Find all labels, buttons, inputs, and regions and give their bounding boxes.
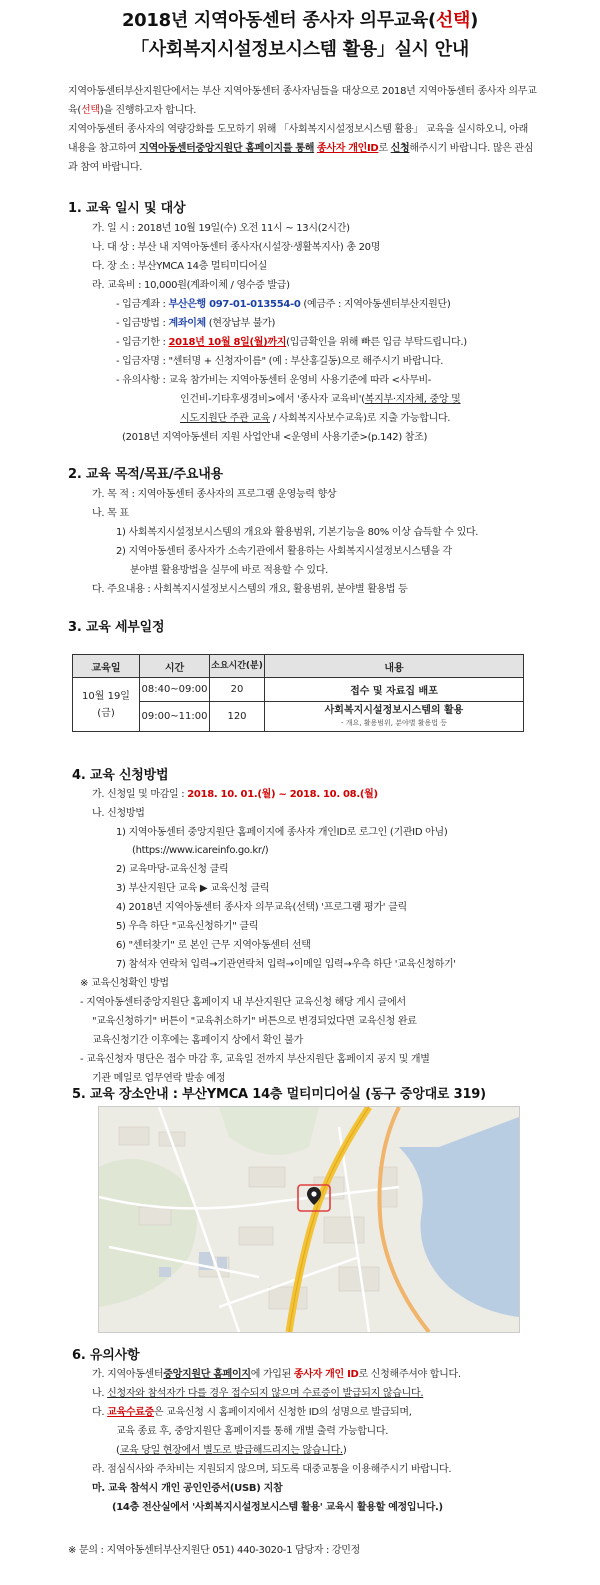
- schedule-table: [72, 654, 524, 732]
- contact-info: ※ 문의 : 지역아동센터부산지원단 051) 440-3020-1 담당자 : 강민정: [68, 1545, 360, 1556]
- s4-step-4: 4) 2018년 지역아동센터 종사자 의무교육(선택) '프로그램 평가' 클릭: [116, 902, 407, 913]
- s4-step-1: 1) 지역아동센터 중앙지원단 홈페이지에 종사자 개인ID로 로그인 (기관ID 아님): [116, 827, 448, 838]
- s6-note-4: 라. 점심식사와 주차비는 지원되지 않으며, 되도록 대중교통을 이용해주시기 바랍니다.: [92, 1464, 452, 1475]
- s4-step-6: 6) "센터찾기" 로 본인 근무 지역아동센터 선택: [116, 940, 311, 951]
- s4-step-7: 7) 참석자 연락처 입력→기관연락처 입력→이메일 입력→우측 하단 '교육신청하기': [116, 959, 456, 970]
- s4-method-label: 나. 신청방법: [92, 808, 145, 819]
- location-pin-icon: [307, 1187, 321, 1205]
- col-header-minutes: 소요시간(분): [210, 655, 265, 678]
- s2-goal-label: 나. 목 표: [92, 508, 129, 519]
- s4-dates: 가. 신청일 및 마감일 : 2018. 10. 01.(월) ~ 2018. 10. 08.(월): [92, 789, 378, 800]
- s1-fee: 라. 교육비 : 10,000원(계좌이체 / 영수증 발급): [92, 280, 290, 291]
- s6-note-2: 나. 신청자와 참석자가 다를 경우 접수되지 않으며 수료증이 발급되지 않습니다.: [92, 1388, 424, 1399]
- intro-paragraph-2: 지역아동센터 종사자의 역량강화를 도모하기 위해 「사회복지시설정보시스템 활용」 교육을 실시하오니, 아래 내용을 참고하여 지역아동센터중앙지원단 홈페이지를 통해 종사자 개인ID로 신청해주시기 바랍니다. 많은 관심과 참여 바랍니다.: [68, 124, 534, 173]
- location-map[interactable]: [98, 1106, 520, 1333]
- s4-notice-1: - 교육신청자 명단은 접수 마감 후, 교육일 전까지 부산지원단 홈페이지 공지 및 개별: [80, 1054, 430, 1065]
- section-6-heading: 6. 유의사항: [72, 1348, 140, 1363]
- table-row: [73, 702, 524, 732]
- page-title: 2018년 지역아동센터 종사자 의무교육(선택): [121, 10, 479, 31]
- cell-content: 접수 및 자료집 배포: [265, 678, 524, 702]
- s4-step-5: 5) 우측 하단 "교육신청하기" 클릭: [116, 921, 259, 932]
- s2-goal-1: 1) 사회복지시설정보시스템의 개요와 활용범위, 기본기능을 80% 이상 습득할 수 있다.: [116, 527, 479, 538]
- section-2-heading: 2. 교육 목적/목표/주요내용: [68, 467, 223, 482]
- s2-goal-2-cont: 분야별 활용방법을 실무에 바로 적용할 수 있다.: [130, 565, 328, 576]
- cell-date: 10월 19일 (금): [73, 678, 140, 732]
- table-row: [73, 678, 524, 702]
- section-1-heading: 1. 교육 일시 및 대상: [68, 201, 186, 216]
- col-header-content: 내용: [265, 655, 524, 678]
- s1-payment-due: - 입금기한 : 2018년 10월 8일(월)까지(입금확인을 위해 빠른 입금 부탁드립니다.): [116, 337, 467, 348]
- s6-note-5-cont: (14층 전산실에서 '사회복지시설정보시스템 활용' 교육시 활용할 예정입니다.): [112, 1502, 443, 1513]
- s1-note-3: 시도지원단 주관 교육 / 사회복지사보수교육)로 지출 가능합니다.: [180, 413, 451, 424]
- page-subtitle: 「사회복지시설정보시스템 활용」실시 안내: [131, 39, 469, 60]
- s4-check-3: 교육신청기간 이후에는 홈페이지 상에서 확인 불가: [92, 1035, 303, 1046]
- s1-payment-method: - 입금방법 : 계좌이체 (현장납부 불가): [116, 318, 276, 329]
- col-header-time: 시간: [140, 655, 210, 678]
- intro-paragraph-1: 지역아동센터부산지원단에서는 부산 지역아동센터 종사자님들을 대상으로 2018년 지역아동센터 종사자 의무교육(선택)을 진행하고자 합니다.: [68, 86, 537, 116]
- map-graphic: [99, 1107, 519, 1332]
- s1-payer-name: - 입금자명 : "센터명 + 신청자이름" (예 : 부산홍길동)으로 해주시기 바랍니다.: [116, 356, 444, 367]
- section-5-heading: 5. 교육 장소안내 : 부산YMCA 14층 멀티미디어실 (동구 중앙대로 319): [72, 1087, 486, 1102]
- s6-note-3-sub: (교육 당일 현장에서 별도로 발급해드리지는 않습니다.): [116, 1445, 347, 1456]
- s4-check-heading: ※ 교육신청확인 방법: [80, 978, 169, 989]
- s1-account: - 입금계좌 : 부산은행 097-01-013554-0 (예금주 : 지역아동센터부산지원단): [116, 299, 451, 310]
- s4-check-1: - 지역아동센터중앙지원단 홈페이지 내 부산지원단 교육신청 해당 게시 글에서: [80, 997, 406, 1008]
- section-4-heading: 4. 교육 신청방법: [72, 768, 169, 783]
- s4-check-2: "교육신청하기" 버튼이 "교육취소하기" 버튼으로 변경되었다면 교육신청 완료: [92, 1016, 417, 1027]
- s1-target: 나. 대 상 : 부산 내 지역아동센터 종사자(시설장·생활복지사) 총 20명: [92, 242, 381, 253]
- s1-note-2: 인건비-기타후생경비>에서 '종사자 교육비'(복지부·지자체, 중앙 및: [180, 394, 461, 405]
- s1-schedule: 가. 일 시 : 2018년 10월 19일(수) 오전 11시 ~ 13시(2시간): [92, 223, 350, 234]
- cell-content: 사회복지시설정보시스템의 활용 - 개요, 활용범위, 분야별 활용법 등: [265, 702, 524, 732]
- s4-step-2: 2) 교육마당-교육신청 클릭: [116, 864, 229, 875]
- s2-main-content: 다. 주요내용 : 사회복지시설정보시스템의 개요, 활용범위, 분야별 활용법 등: [92, 584, 408, 595]
- cell-time: 09:00~11:00: [140, 702, 210, 732]
- s6-note-3-cont: 교육 종료 후, 중앙지원단 홈페이지를 통해 개별 출력 가능합니다.: [116, 1426, 389, 1437]
- section-3-heading: 3. 교육 세부일정: [68, 620, 165, 635]
- s1-note-1: - 유의사항 : 교육 참가비는 지역아동센터 운영비 사용기준에 따라 <사무비-: [116, 375, 432, 386]
- cell-time: 08:40~09:00: [140, 678, 210, 702]
- s4-step-1-url[interactable]: (https://www.icareinfo.go.kr/): [132, 845, 269, 856]
- s4-notice-2: 기관 메일로 업무연락 발송 예정: [92, 1073, 226, 1084]
- s1-place: 다. 장 소 : 부산YMCA 14층 멀티미디어실: [92, 261, 268, 272]
- s4-step-3: 3) 부산지원단 교육 ▶ 교육신청 클릭: [116, 883, 270, 894]
- s1-reference: (2018년 지역아동센터 지원 사업안내 <운영비 사용기준>(p.142) 참조): [122, 432, 428, 443]
- s6-note-3: 다. 교육수료증은 교육신청 시 홈페이지에서 신청한 ID의 성명으로 발급되며,: [92, 1407, 412, 1418]
- s2-purpose: 가. 목 적 : 지역아동센터 종사자의 프로그램 운영능력 향상: [92, 489, 337, 500]
- s6-note-1: 가. 지역아동센터중앙지원단 홈페이지에 가입된 종사자 개인 ID로 신청해주셔야 합니다.: [92, 1369, 461, 1380]
- s2-goal-2: 2) 지역아동센터 종사자가 소속기관에서 활용하는 사회복지시설정보시스템을 각: [116, 546, 452, 557]
- col-header-date: 교육일: [73, 655, 140, 678]
- cell-minutes: 120: [210, 702, 265, 732]
- cell-minutes: 20: [210, 678, 265, 702]
- s6-note-5: 마. 교육 참석시 개인 공인인증서(USB) 지참: [92, 1483, 283, 1494]
